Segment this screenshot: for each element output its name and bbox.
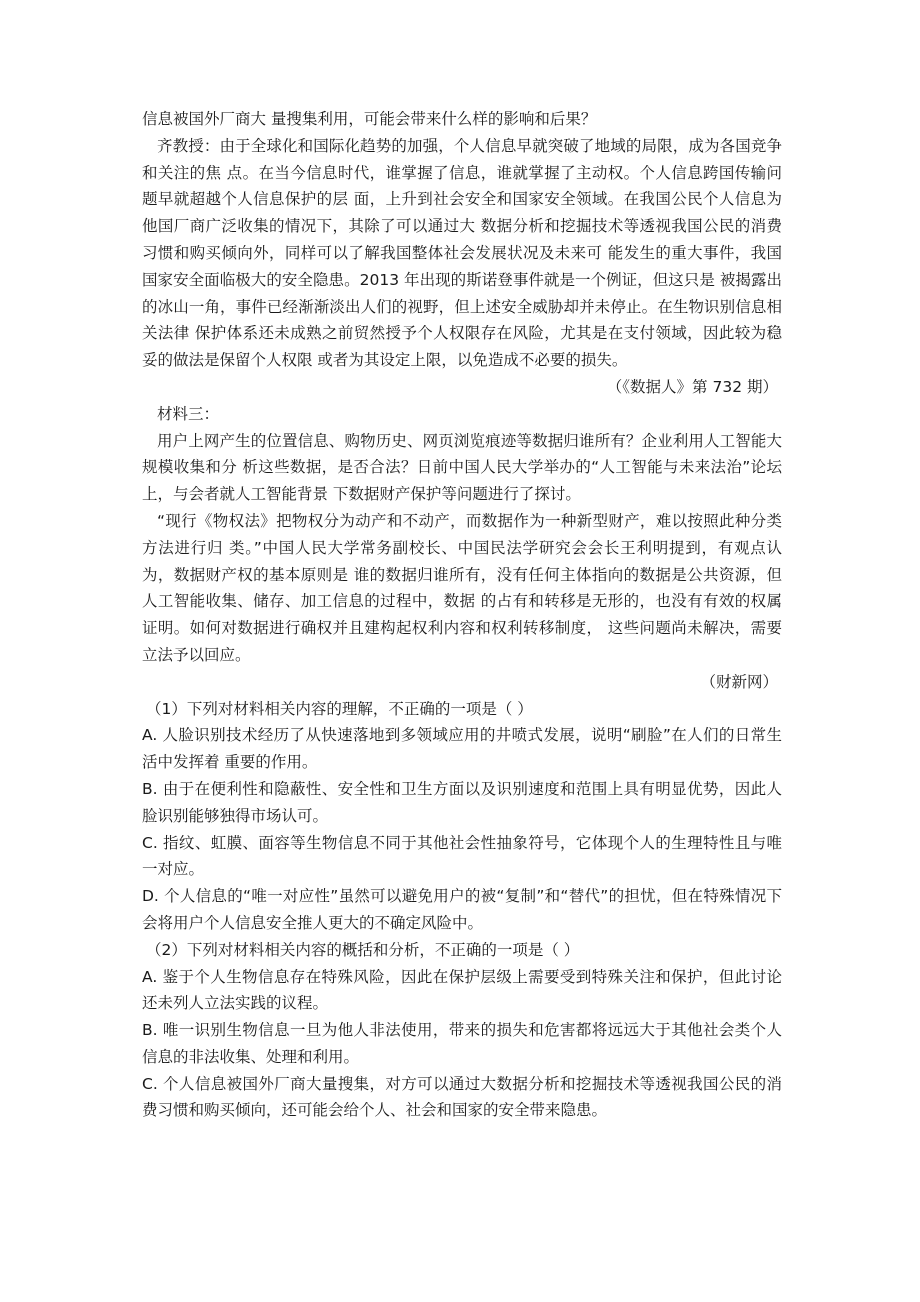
question-1-option-a: A. 人脸识别技术经历了从快速落地到多领域应用的井喷式发展，说明“刷脸”在人们的日常生活中发挥着 重要的作用。 [142,726,782,772]
question-2-option-c: C. 个人信息被国外厂商大量搜集，对方可以通过大数据分析和挖掘技术等透视我国公民的消费习惯和购买倾向，还可能会给个人、社会和国家的安全带来隐患。 [142,1074,782,1120]
source-citation-1: （《数据人》第 732 期） [606,377,778,396]
material-three-paragraph-2: “现行《物权法》把物权分为动产和不动产，而数据作为一种新型财产，难以按照此种分类方法进行归 类。”中国人民大学常务副校长、中国民法学研究会会长王利明提到，有观点认为，数据财产权的基本原则是 谁的数据归谁所有，没有任何主体指向的数据是公共资源，但人工智能收集、储存、加工信息的过程中，数据 的占有和转移是无形的，也没有有效的权属证明。如何对数据进行确权并且建构起权利内容和权利转移制度， 这些问题尚未解决，需要立法予以回应。 [142,511,782,664]
source-citation-2: （财新网） [700,672,778,691]
question-2-option-b: B. 唯一识别生物信息一旦为他人非法使用，带来的损失和危害都将远远大于其他社会类个人信息的非法收集、处理和利用。 [142,1021,782,1066]
professor-paragraph: 齐教授：由于全球化和国际化趋势的加强，个人信息早就突破了地域的局限，成为各国竞争和关注的焦 点。在当今信息时代，谁掌握了信息，谁就掌握了主动权。个人信息跨国传输问题早就超越个人信息保护的层 面，上升到社会安全和国家安全领域。在我国公民个人信息为他国厂商广泛收集的情况下，其除了可以通过大 数据分析和挖掘技术等透视我国公民的消费习惯和购买倾向外，同样可以了解我国整体社会发展状况及未来可 能发生的重大事件，我国国家安全面临极大的安全隐患。2013 年出现的斯诺登事件就是一个例证，但这只是 被揭露出的冰山一角，事件已经渐渐淡出人们的视野，但上述安全威胁却并未停止。在生物识别信息相关法律 保护体系还未成熟之前贸然授予个人权限存在风险，尤其是在支付领域，因此较为稳妥的做法是保留个人权限 或者为其设定上限，以免造成不必要的损失。 [142,136,782,370]
material-three-paragraph-1: 用户上网产生的位置信息、购物历史、网页浏览痕迹等数据归谁所有？企业利用人工智能大规模收集和分 析这些数据，是否合法？日前中国人民大学举办的“人工智能与未来法治”论坛上，与会者就人工智能背景 下数据财产保护等问题进行了探讨。 [142,431,782,504]
question-2: （2）下列对材料相关内容的概括和分析，不正确的一项是（ ） [146,940,580,959]
question-2-option-a: A. 鉴于个人生物信息存在特殊风险，因此在保护层级上需要受到特殊关注和保护，但此讨论还未列人立法实践的议程。 [142,967,782,1013]
material-three-title: 材料三： [157,404,220,423]
question-1-option-b: B. 由于在便利性和隐蔽性、安全性和卫生方面以及识别速度和范围上具有明显优势，因此人脸识别能够独得市场认可。 [142,779,782,825]
document-page [142,106,782,1124]
question-1-option-c: C. 指纹、虹膜、面容等生物信息不同于其他社会性抽象符号，它体现个人的生理特性且与唯一对应。 [142,833,782,879]
intro-paragraph: 信息被国外厂商大 量搜集利用，可能会带来什么样的影响和后果？ [142,110,597,128]
question-1-option-d: D. 个人信息的“唯一对应性”虽然可以避免用户的被“复制”和“替代”的担忧，但在特殊情况下会将用户个人信息安全推人更大的不确定风险中。 [142,887,782,932]
question-1: （1）下列对材料相关内容的理解，不正确的一项是（ ） [146,699,533,718]
